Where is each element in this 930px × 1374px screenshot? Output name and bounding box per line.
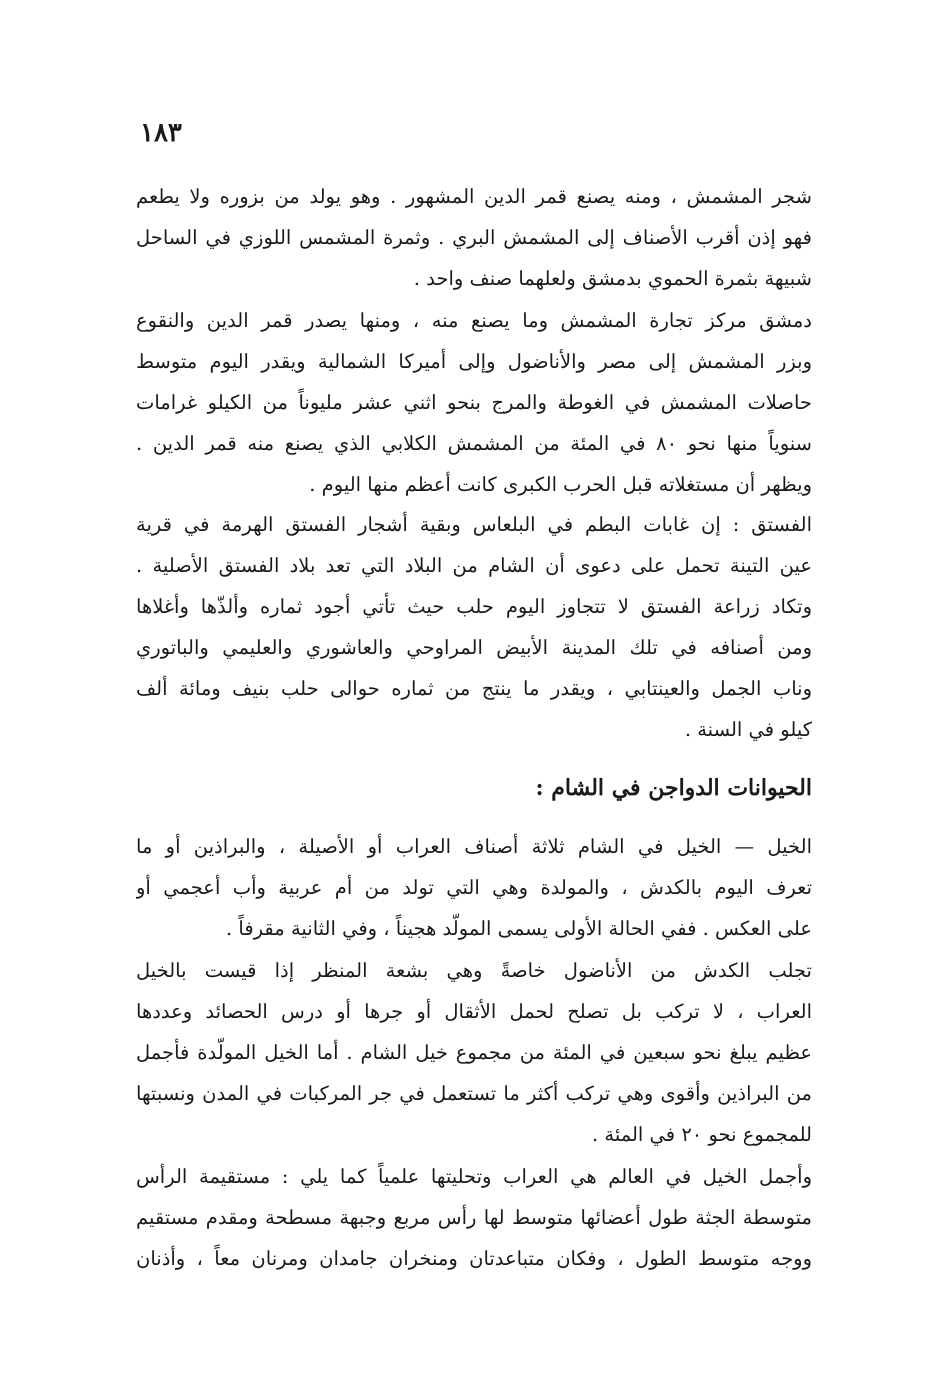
text-line: شجر المشمش ، ومنه يصنع قمر الدين المشهور . وهو يولد من بزوره ولا يطعم bbox=[136, 185, 812, 208]
text-line: ووجه متوسط الطول ، وفكان متباعدتان ومنخران جامدان ومرنان معاً ، وأذنان bbox=[136, 1247, 812, 1270]
text-line: سنوياً منها نحو ٨٠ في المئة من المشمش الكلابي الذي يصنع منه قمر الدين . bbox=[136, 432, 812, 455]
text-line: الفستق : إن غابات البطم في البلعاس وبقية أشجار الفستق الهرمة في قرية bbox=[136, 513, 812, 536]
text-line: تجلب الكدش من الأناضول خاصةً وهي بشعة المنظر إذا قيست بالخيل bbox=[136, 959, 812, 982]
text-line: حاصلات المشمش في الغوطة والمرج بنحو اثني عشر مليوناً من الكيلو غرامات bbox=[136, 391, 812, 414]
text-line: من البراذين وأقوى وهي تركب أكثر ما تستعمل في جر المركبات في المدن ونسبتها bbox=[136, 1082, 812, 1105]
page-number: ١٨٣ bbox=[140, 118, 182, 148]
text-line: وأجمل الخيل في العالم هي العراب وتحليتها علمياً كما يلي : مستقيمة الرأس bbox=[136, 1165, 812, 1188]
paragraph-apricot-trade bbox=[136, 300, 812, 505]
section-heading: الحيوانات الدواجن في الشام : bbox=[535, 775, 812, 801]
text-line: دمشق مركز تجارة المشمش وما يصنع منه ، ومنها يصدر قمر الدين والنقوع bbox=[136, 309, 812, 332]
text-line: شبيهة بثمرة الحموي بدمشق ولعلهما صنف واحد . bbox=[413, 267, 812, 290]
paragraph-arabian-horses bbox=[136, 1156, 812, 1279]
text-line: وتكاد زراعة الفستق لا تتجاوز اليوم حلب حيث تأتي أجود ثماره وألذّها وأغلاها bbox=[136, 595, 812, 618]
text-line: عين التينة تحمل على دعوى أن الشام من البلاد التي تعد بلاد الفستق الأصلية . bbox=[136, 554, 812, 577]
paragraph-horse-types bbox=[136, 826, 812, 949]
text-line: عظيم يبلغ نحو سبعين في المئة من مجموع خيل الشام . أما الخيل المولّدة فأجمل bbox=[136, 1041, 812, 1064]
text-line: العراب ، لا تركب بل تصلح لحمل الأثقال أو جرها أو درس الحصائد وعددها bbox=[136, 1000, 812, 1023]
text-line: وبزر المشمش إلى مصر والأناضول وإلى أميركا الشمالية ويقدر اليوم متوسط bbox=[136, 350, 812, 373]
text-line: تعرف اليوم بالكدش ، والمولدة وهي التي تولد من أم عربية وأب أعجمي أو bbox=[136, 876, 812, 899]
text-line: فهو إذن أقرب الأصناف إلى المشمش البري . وثمرة المشمس اللوزي في الساحل bbox=[136, 226, 812, 249]
text-line: كيلو في السنة . bbox=[684, 718, 812, 741]
text-line: على العكس . ففي الحالة الأولى يسمى المولّد هجيناً ، وفي الثانية مقرفاً . bbox=[226, 917, 812, 940]
paragraph-apricot-varieties bbox=[136, 176, 812, 299]
text-line: الخيل — الخيل في الشام ثلاثة أصناف العراب أو الأصيلة ، والبراذين أو ما bbox=[136, 835, 812, 858]
paragraph-pistachio bbox=[136, 504, 812, 750]
text-line: ويظهر أن مستغلاته قبل الحرب الكبرى كانت أعظم منها اليوم . bbox=[309, 473, 812, 496]
text-line: ومن أصنافه في تلك المدينة الأبيض المراوحي والعاشوري والعليمي والباتوري bbox=[136, 636, 812, 659]
paragraph-kadish-horses bbox=[136, 950, 812, 1155]
text-line: للمجموع نحو ٢٠ في المئة . bbox=[591, 1123, 812, 1146]
text-line: وناب الجمل والعينتابي ، ويقدر ما ينتج من ثماره حوالى حلب بنيف ومائة ألف bbox=[136, 677, 812, 700]
text-line: متوسطة الجثة طول أعضائها متوسط لها رأس مربع وجبهة مسطحة ومقدم مستقيم bbox=[136, 1206, 812, 1229]
